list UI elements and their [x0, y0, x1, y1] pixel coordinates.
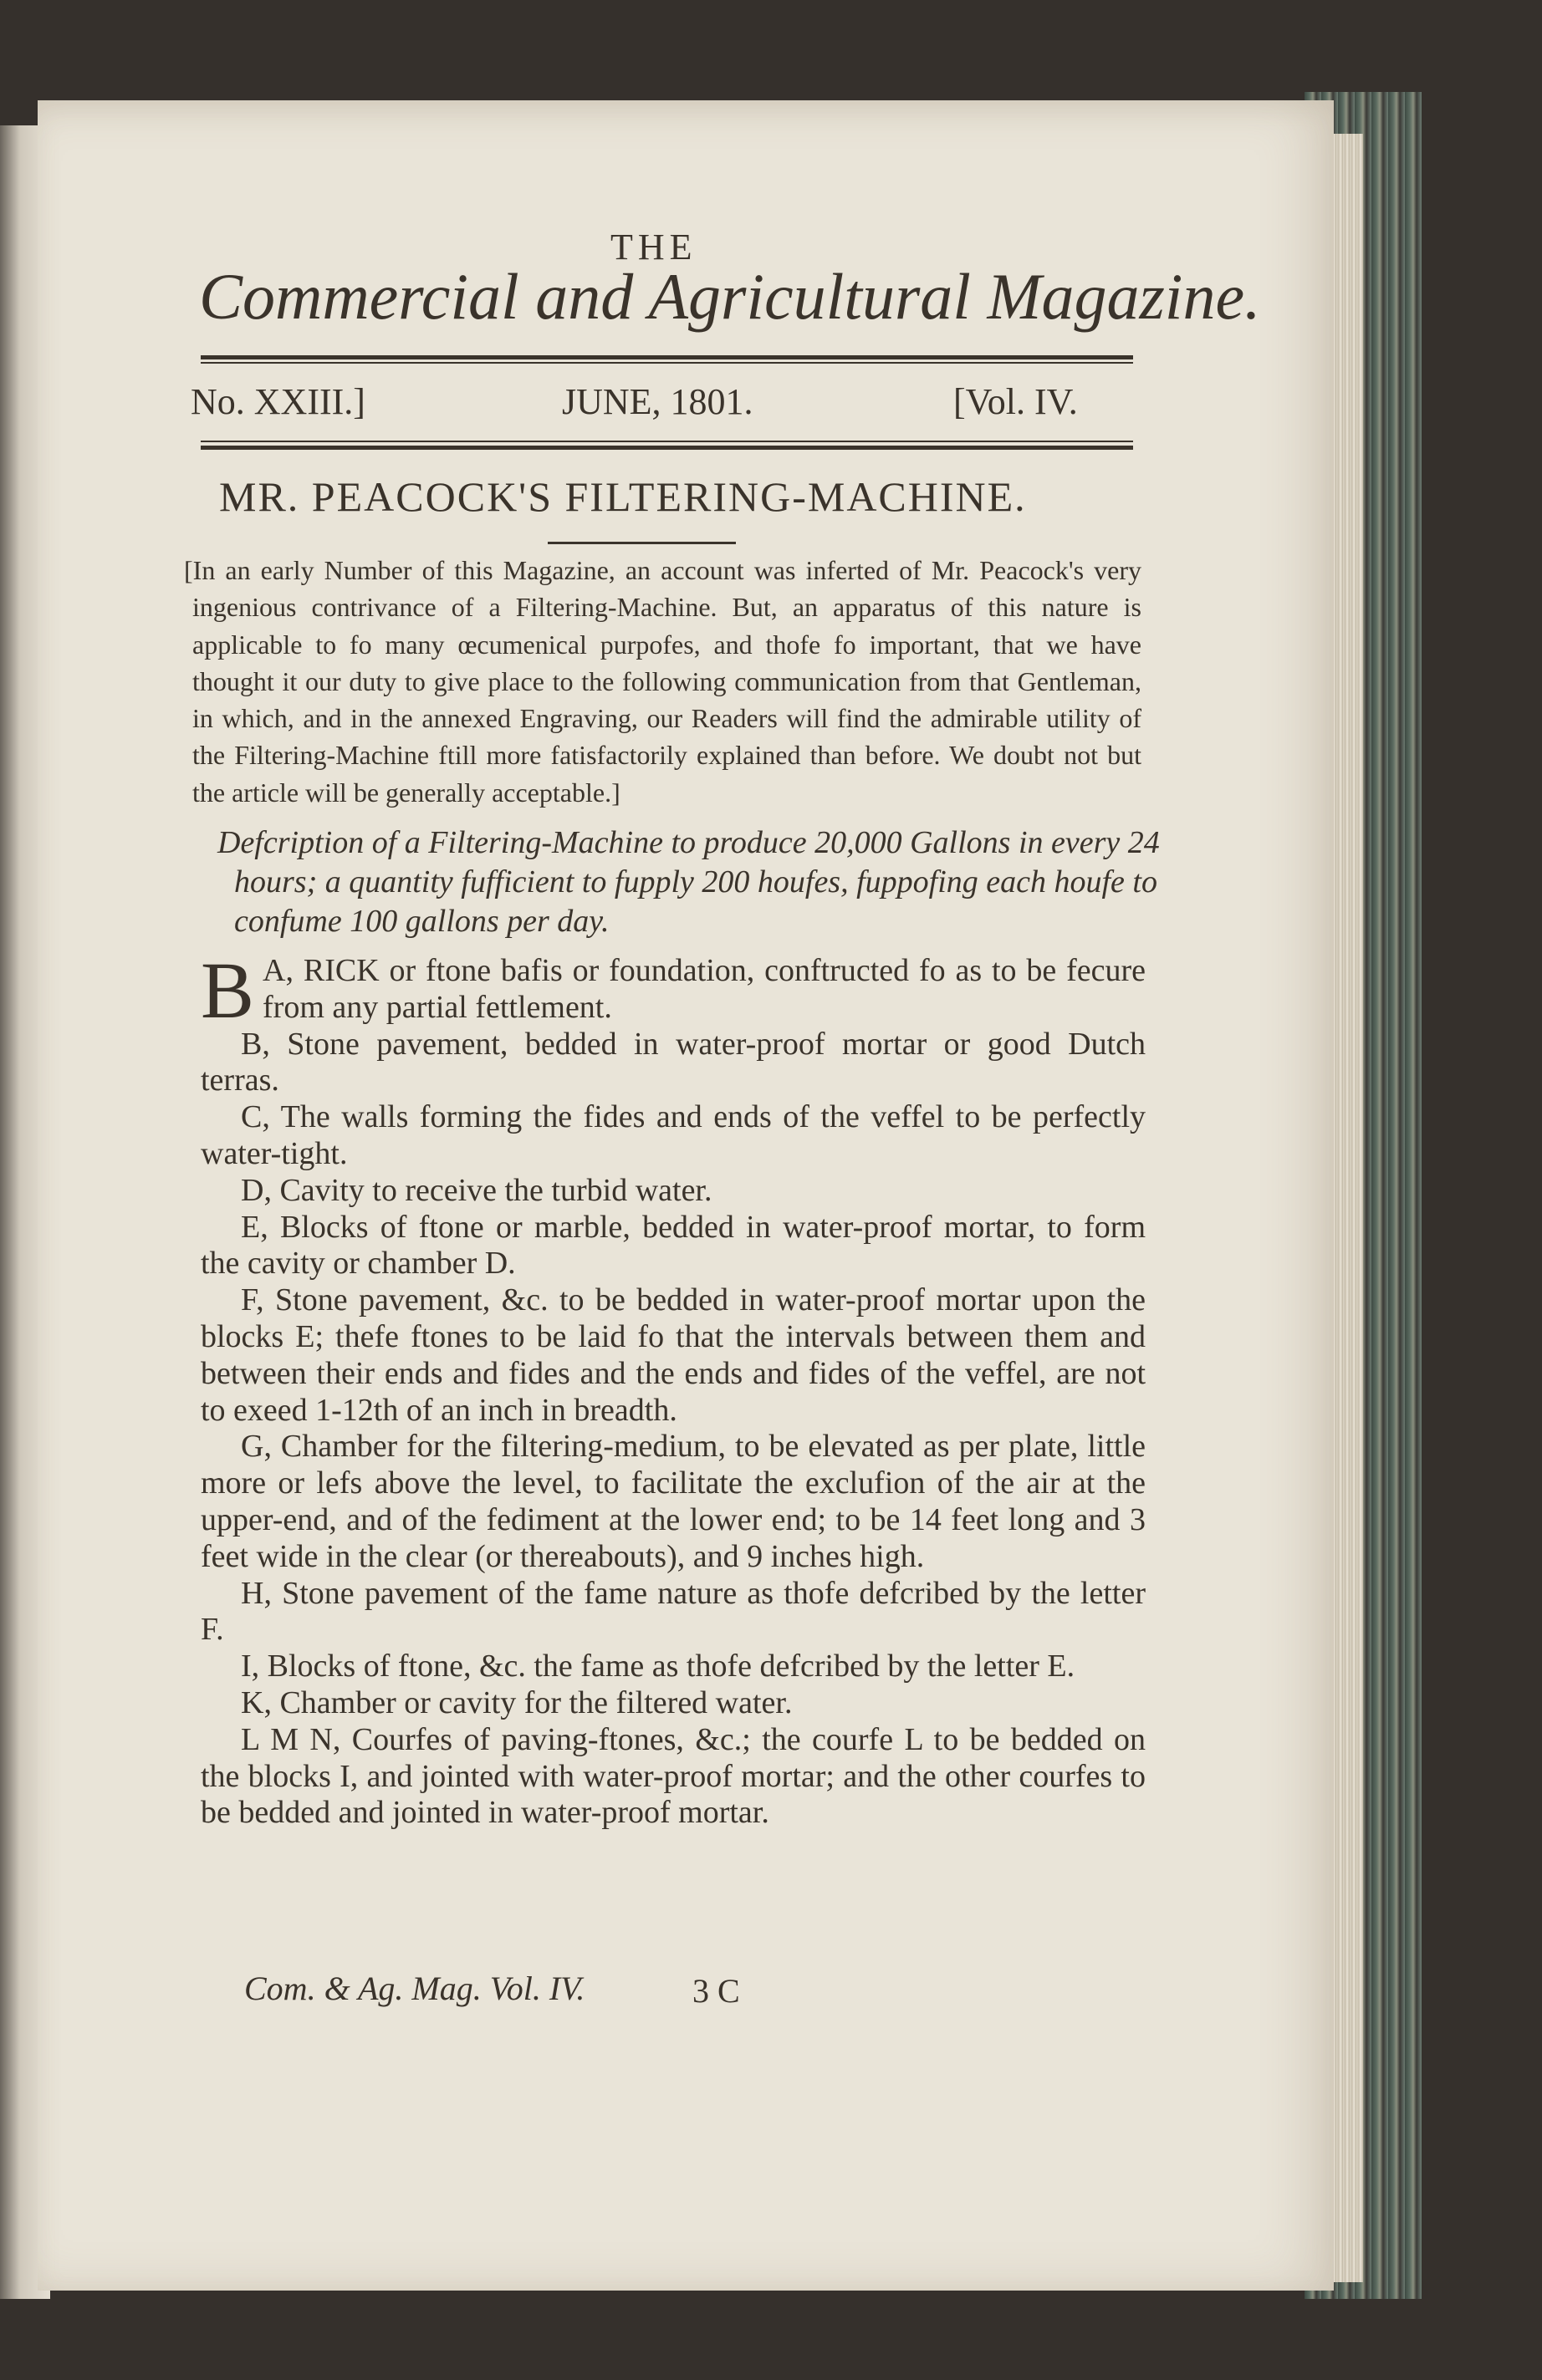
volume-number: [Vol. IV. [953, 381, 1078, 422]
paragraph-c: C, The walls forming the fides and ends of the veffel to be perfectly water-tight. [201, 1099, 1146, 1171]
masthead-rule-bottom-thin [201, 441, 1133, 442]
paragraph-g: G, Chamber for the filtering-medium, to be elevated as per plate, little more or lefs above the level, to facilitate the exclufion of the air at the upper-end, and of the fediment at the lower end; to be 14 feet long and 3 feet wide in the clear (or thereabouts), and 9 inches high. [201, 1429, 1146, 1574]
paragraph-a-text: RICK or ftone bafis or foundation, conftructed fo as to be fecure from any partial fettlement. [263, 953, 1146, 1025]
page-block-edge [1330, 134, 1363, 2282]
machine-description: Defcription of a Filtering-Machine to produce 20,000 Gallons in every 24 hours; a quantity fufficient to fupply 200 houfes, fuppofing each houfe to confume 100 gallons per day. [217, 825, 1160, 939]
paragraph-i: I, Blocks of ftone, &c. the fame as thofe defcribed by the letter E. [241, 1649, 1075, 1684]
issue-date: JUNE, 1801. [562, 381, 753, 422]
masthead-the: THE [610, 227, 697, 268]
masthead-rule-top [201, 355, 1133, 359]
running-footer: Com. & Ag. Mag. Vol. IV. [244, 1970, 585, 2007]
article-body [201, 945, 1146, 1832]
signature-mark: 3 C [692, 1972, 740, 2010]
paragraph-f: F, Stone pavement, &c. to be bedded in water-proof mortar upon the blocks E; thefe ftones to be laid fo that the intervals between them and between their ends and fides and the ends and fides of the veffel, are not to exeed 1-12th of an inch in breadth. [201, 1282, 1146, 1428]
issue-number: No. XXIII.] [191, 381, 365, 422]
masthead-rule-top-thin [201, 362, 1133, 364]
paragraph-d: D, Cavity to receive the turbid water. [241, 1172, 712, 1208]
paragraph-k: K, Chamber or cavity for the filtered water. [241, 1684, 793, 1720]
paragraph-e: E, Blocks of ftone or marble, bedded in water-proof mortar, to form the cavity or chamber D. [201, 1209, 1146, 1282]
editorial-intro: [In an early Number of this Magazine, an account was inferted of Mr. Peacock's very ingenious contrivance of a Filtering-Machine. But, an apparatus of this nature is applicable to fo many œcumenical purpofes, and thofe fo important, that we have thought it our duty to give place to the following communication from that Gentleman, in which, and in the annexed Engraving, our Readers will find the admirable utility of the Filtering-Machine ftill more fatisfactorily explained than before. We doubt not but the article will be generally acceptable.] [184, 555, 1141, 808]
paragraph-h: H, Stone pavement of the fame nature as thofe defcribed by the letter F. [201, 1575, 1146, 1648]
paragraph-lmn: L M N, Courfes of paving-ftones, &c.; the courfe L to be bedded on the blocks I, and jointed with water-proof mortar; and the other courfes to be bedded and jointed in water-proof mortar. [201, 1721, 1146, 1831]
title-divider [548, 542, 736, 544]
article-title: MR. PEACOCK'S FILTERING-MACHINE. [219, 473, 1027, 520]
paragraph-b: B, Stone pavement, bedded in water-proof mortar or good Dutch terras. [201, 1026, 1146, 1098]
paragraph-a [201, 945, 1146, 1035]
paragraph-a-label: A, [263, 953, 294, 988]
masthead-title: Commercial and Agricultural Magazine. [199, 260, 1261, 333]
drop-cap: B [201, 945, 255, 1035]
masthead-rule-bottom [201, 446, 1133, 450]
